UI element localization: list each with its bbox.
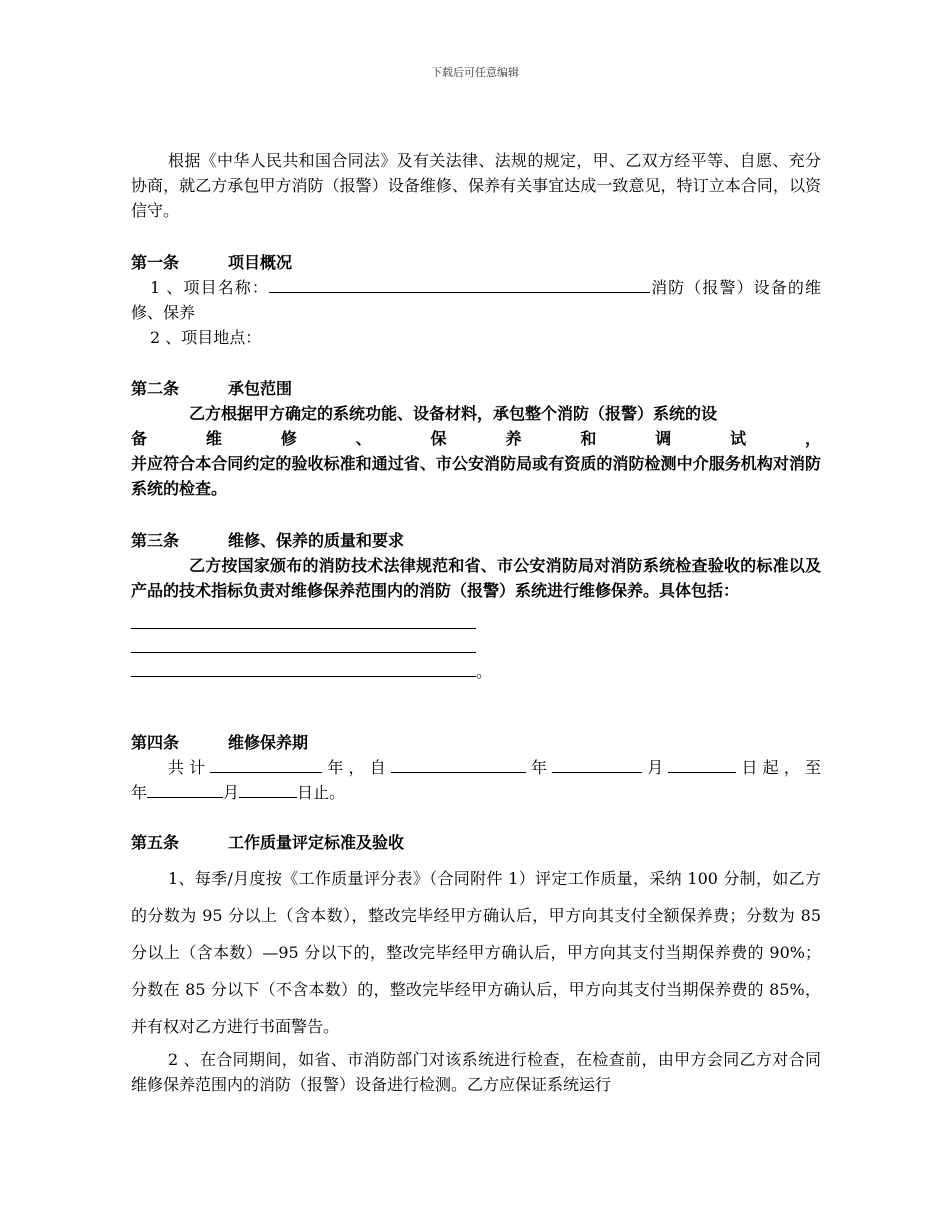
article-1-heading [131, 250, 821, 275]
article-5-title: 工作质量评定标准及验收 [228, 833, 405, 852]
term-from-label: 年，自 [322, 758, 391, 777]
article-5-paragraph-1: 1、每季/月度按《工作质量评分表》（合同附件 1）评定工作质量，采纳 100 分制，如乙方的分数为 95 分以上（含本数），整改完毕经甲方确认后，甲方向其支付全额保养费；分数为 85 分以上（含本数）—95 分以下的，整改完毕经甲方确认后，甲方向其支付当期保养费的 90%；分数在 85 分以下（不含本数）的，整改完毕经甲方确认后，甲方向其支付当期保养费的 85%，并有权对乙方进行书面警告。 [131, 869, 821, 1036]
article-5-number: 第五条 [131, 833, 180, 852]
fill-line-2[interactable] [131, 629, 476, 653]
article-2-line-2: 备 维 修 、 保 养 和 调 试 ， [131, 429, 821, 448]
article-4 [131, 730, 821, 805]
intro-block [131, 148, 821, 223]
end-month-blank[interactable] [239, 781, 297, 798]
article-2-heading [131, 376, 821, 401]
article-5-paragraph-2: 2 、在合同期间，如省、市消防部门对该系统进行检查，在检查前，由甲方会同乙方对合同维修保养范围内的消防（报警）设备进行检测。乙方应保证系统运行 [131, 1050, 821, 1094]
end-year-label: 年 [131, 783, 148, 802]
page-header: 下载后可任意编辑 [431, 66, 519, 79]
article-2-line-3: 并应符合本合同约定的验收标准和通过省、市公安消防局或有资质的消防检测中介服务机构对消防系统的检查。 [131, 454, 821, 498]
article-2-number: 第二条 [131, 379, 180, 398]
article-5-heading [131, 830, 821, 855]
article-3 [131, 528, 821, 682]
term-total-label: 共计 [168, 758, 211, 777]
end-month-label: 月 [223, 783, 240, 802]
article-3-heading [131, 528, 821, 553]
start-day-blank[interactable] [668, 756, 736, 773]
start-month-label: 月 [642, 758, 669, 777]
project-name-line [131, 275, 821, 325]
article-1-number: 第一条 [131, 253, 180, 272]
term-line-2 [131, 780, 821, 805]
term-line-1 [131, 755, 821, 780]
article-3-title: 维修、保养的质量和要求 [228, 531, 405, 550]
term-years-blank[interactable] [210, 756, 322, 773]
fill-lines [131, 605, 821, 682]
project-location-line: 2 、项目地点： [150, 328, 262, 347]
project-name-label: 1 、项目名称： [150, 278, 269, 297]
start-year-label: 年 [525, 758, 553, 777]
start-year-blank[interactable] [391, 756, 526, 773]
article-4-heading [131, 730, 821, 755]
article-2-line-1: 乙方根据甲方确定的系统功能、设备材料，承包整个消防（报警）系统的设 [189, 404, 718, 423]
end-year-blank[interactable] [147, 781, 223, 798]
end-day-label: 日止。 [297, 783, 346, 802]
article-2 [131, 376, 821, 501]
article-1-title: 项目概况 [228, 253, 293, 272]
project-name-suffix: 消防（报警）设备的维修、保养 [131, 278, 821, 322]
article-3-number: 第三条 [131, 531, 180, 550]
start-month-blank[interactable] [552, 756, 642, 773]
project-name-blank[interactable] [269, 276, 650, 293]
article-4-title: 维修保养期 [228, 733, 309, 752]
article-4-number: 第四条 [131, 733, 180, 752]
fill-line-1[interactable] [131, 605, 476, 629]
article-3-text: 乙方按国家颁布的消防技术法律规范和省、市公安消防局对消防系统检查验收的标准以及产品的技术指标负责对维修保养范围内的消防（报警）系统进行维修保养。具体包括： [131, 556, 821, 600]
intro-paragraph: 根据《中华人民共和国合同法》及有关法律、法规的规定，甲、乙双方经平等、自愿、充分协商，就乙方承包甲方消防（报警）设备维修、保养有关事宜达成一致意见，特订立本合同，以资信守。 [131, 151, 821, 220]
fill-line-end-mark: 。 [476, 662, 493, 681]
article-1 [131, 250, 821, 350]
article-2-title: 承包范围 [228, 379, 293, 398]
start-day-label: 日起，至 [736, 758, 821, 777]
article-5 [131, 830, 821, 1097]
fill-line-3[interactable] [131, 653, 476, 677]
